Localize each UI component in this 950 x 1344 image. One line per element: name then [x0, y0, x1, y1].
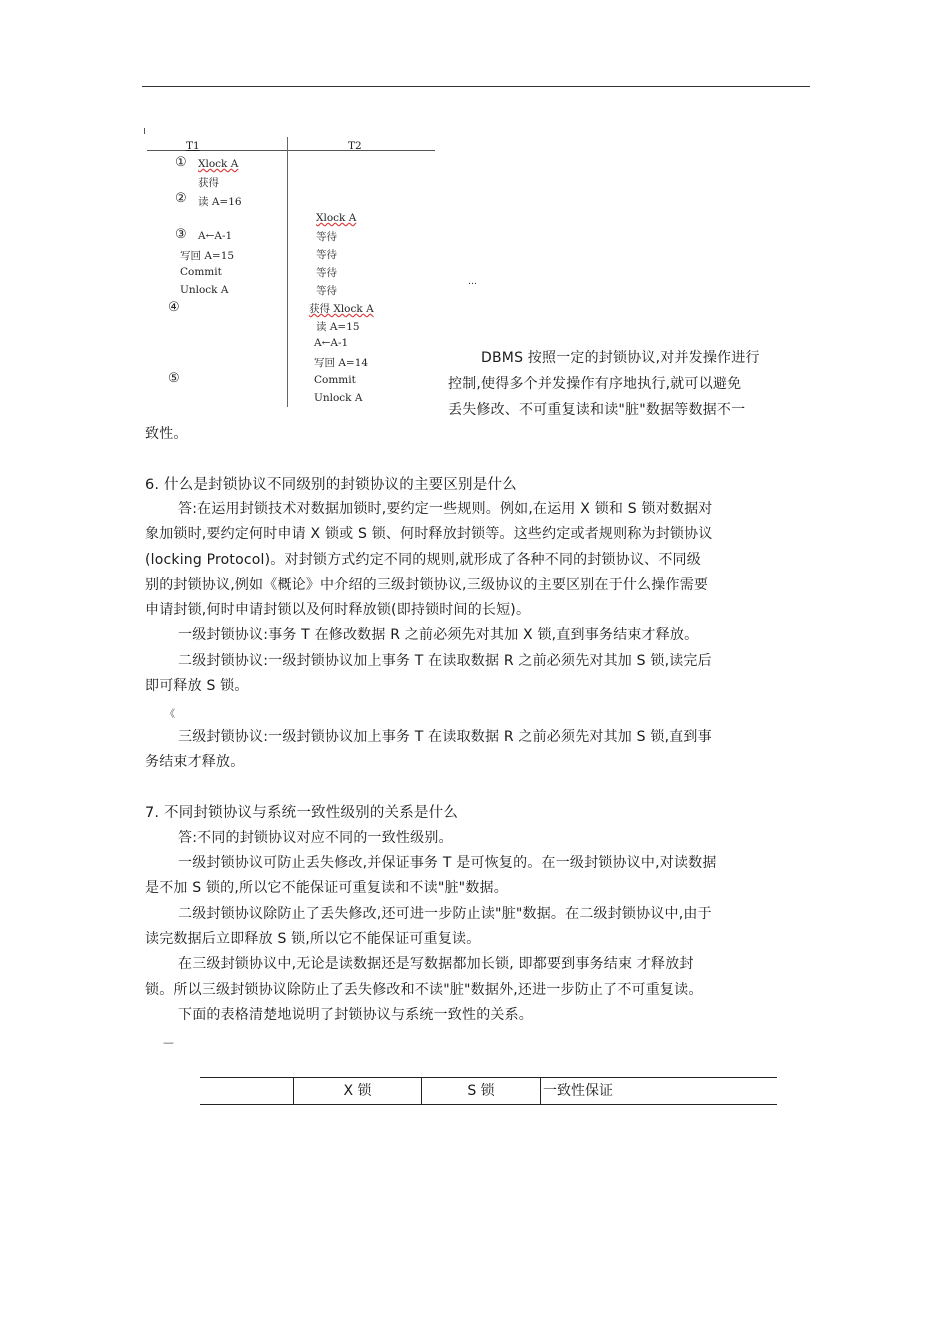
q7-answer: 答:不同的封锁协议对应不同的一致性级别。 — [178, 830, 453, 846]
q6-answer-line-5: 申请封锁,何时申请封锁以及何时释放锁(即持锁时间的长短)。 — [145, 602, 531, 618]
step-2-marker: ② — [175, 191, 187, 206]
question-7-title: 7. 不同封锁协议与系统一致性级别的关系是什么 — [145, 805, 459, 821]
q6-answer-line-2: 象加锁时,要约定何时申请 X 锁或 S 锁、何时释放封锁等。这些约定或者规则称为封锁协议 — [145, 526, 713, 542]
t2-wait-4: 等待 — [316, 285, 337, 297]
q6-level-2-line-2: 即可释放 S 锁。 — [145, 678, 249, 694]
q6-answer-line-1: 答:在运用封锁技术对数据加锁时,要约定一些规则。例如,在运用 X 锁和 S 锁对数据对 — [178, 501, 713, 517]
stray-dash: — — [163, 1036, 175, 1049]
consistency-table — [200, 1077, 777, 1105]
t2-xlock: Xlock A — [316, 212, 357, 224]
schedule-column-divider — [287, 137, 288, 407]
question-6-title: 6. 什么是封锁协议不同级别的封锁协议的主要区别是什么 — [145, 477, 517, 493]
q6-level-3-line-1: 三级封锁协议:一级封锁协议加上事务 T 在读取数据 R 之前必须先对其加 S 锁,直到事 — [178, 729, 712, 745]
q7-para-3-line-1: 在三级封锁协议中,无论是读数据还是写数据都加长锁, 即都要到事务结束 才释放封 — [178, 956, 694, 972]
t2-wait-2: 等待 — [316, 249, 337, 261]
q6-level-1: 一级封锁协议:事务 T 在修改数据 R 之前必须先对其加 X 锁,直到事务结束才释放。 — [178, 627, 699, 643]
intro-line-4: 致性。 — [145, 426, 188, 442]
table-header-s-lock: S 锁 — [421, 1078, 540, 1104]
q7-para-4: 下面的表格清楚地说明了封锁协议与系统一致性的关系。 — [178, 1007, 533, 1023]
step-1-marker: ① — [175, 155, 187, 170]
t1-unlock: Unlock A — [180, 284, 229, 296]
t1-commit: Commit — [180, 266, 222, 278]
t2-writeback: 写回 A=14 — [314, 357, 369, 369]
t2-compute: A←A-1 — [314, 337, 349, 349]
q7-para-2-line-1: 二级封锁协议除防止了丢失修改,还可进一步防止读"脏"数据。在二级封锁协议中,由于 — [178, 906, 712, 922]
step-3-marker: ③ — [175, 227, 187, 242]
t2-read: 读 A=15 — [316, 321, 360, 333]
q6-answer-line-4: 别的封锁协议,例如《概论》中介绍的三级封锁协议,三级协议的主要区别在于什么操作需要 — [145, 577, 709, 593]
step-4-marker: ④ — [168, 300, 180, 315]
intro-line-3: 丢失修改、不可重复读和读"脏"数据等数据不一 — [448, 402, 746, 418]
t1-read: 读 A=16 — [198, 196, 242, 208]
ellipsis-mark: … — [468, 277, 477, 287]
t2-wait-1: 等待 — [316, 231, 337, 243]
schedule-t1-header: T1 — [186, 140, 200, 152]
page-top-rule — [142, 86, 810, 87]
intro-line-1: DBMS 按照一定的封锁协议,对并发操作进行 — [481, 350, 760, 366]
t2-wait-3: 等待 — [316, 267, 337, 279]
q7-para-1-line-1: 一级封锁协议可防止丢失修改,并保证事务 T 是可恢复的。在一级封锁协议中,对读数据 — [178, 855, 717, 871]
q6-level-2-line-1: 二级封锁协议:一级封锁协议加上事务 T 在读取数据 R 之前必须先对其加 S 锁,读完后 — [178, 653, 712, 669]
t2-commit: Commit — [314, 374, 356, 386]
t2-obtain-xlock: 获得 Xlock A — [309, 303, 374, 315]
table-header-consistency: 一致性保证 — [540, 1078, 779, 1104]
q6-level-3-line-2: 务结束才释放。 — [145, 754, 245, 770]
t1-writeback: 写回 A=15 — [180, 250, 235, 262]
t1-obtain: 获得 — [198, 177, 219, 189]
schedule-corner-tick — [144, 128, 145, 134]
step-5-marker: ⑤ — [168, 371, 180, 386]
t2-unlock: Unlock A — [314, 392, 363, 404]
t1-xlock: Xlock A — [198, 158, 239, 170]
table-header-blank — [200, 1078, 293, 1104]
q7-para-1-line-2: 是不加 S 锁的,所以它不能保证可重复读和不读"脏"数据。 — [145, 880, 508, 896]
t1-compute: A←A-1 — [198, 230, 233, 242]
q7-para-3-line-2: 锁。所以三级封锁协议除防止了丢失修改和不读"脏"数据外,还进一步防止了不可重复读。 — [145, 982, 703, 998]
intro-line-2: 控制,使得多个并发操作有序地执行,就可以避免 — [448, 376, 742, 392]
stray-mark: 《 — [165, 709, 176, 720]
table-header-x-lock: X 锁 — [293, 1078, 421, 1104]
q7-para-2-line-2: 读完数据后立即释放 S 锁,所以它不能保证可重复读。 — [145, 931, 481, 947]
q6-answer-line-3: (locking Protocol)。对封锁方式约定不同的规则,就形成了各种不同的封锁协议、不同级 — [145, 552, 701, 568]
schedule-t2-header: T2 — [348, 140, 362, 152]
